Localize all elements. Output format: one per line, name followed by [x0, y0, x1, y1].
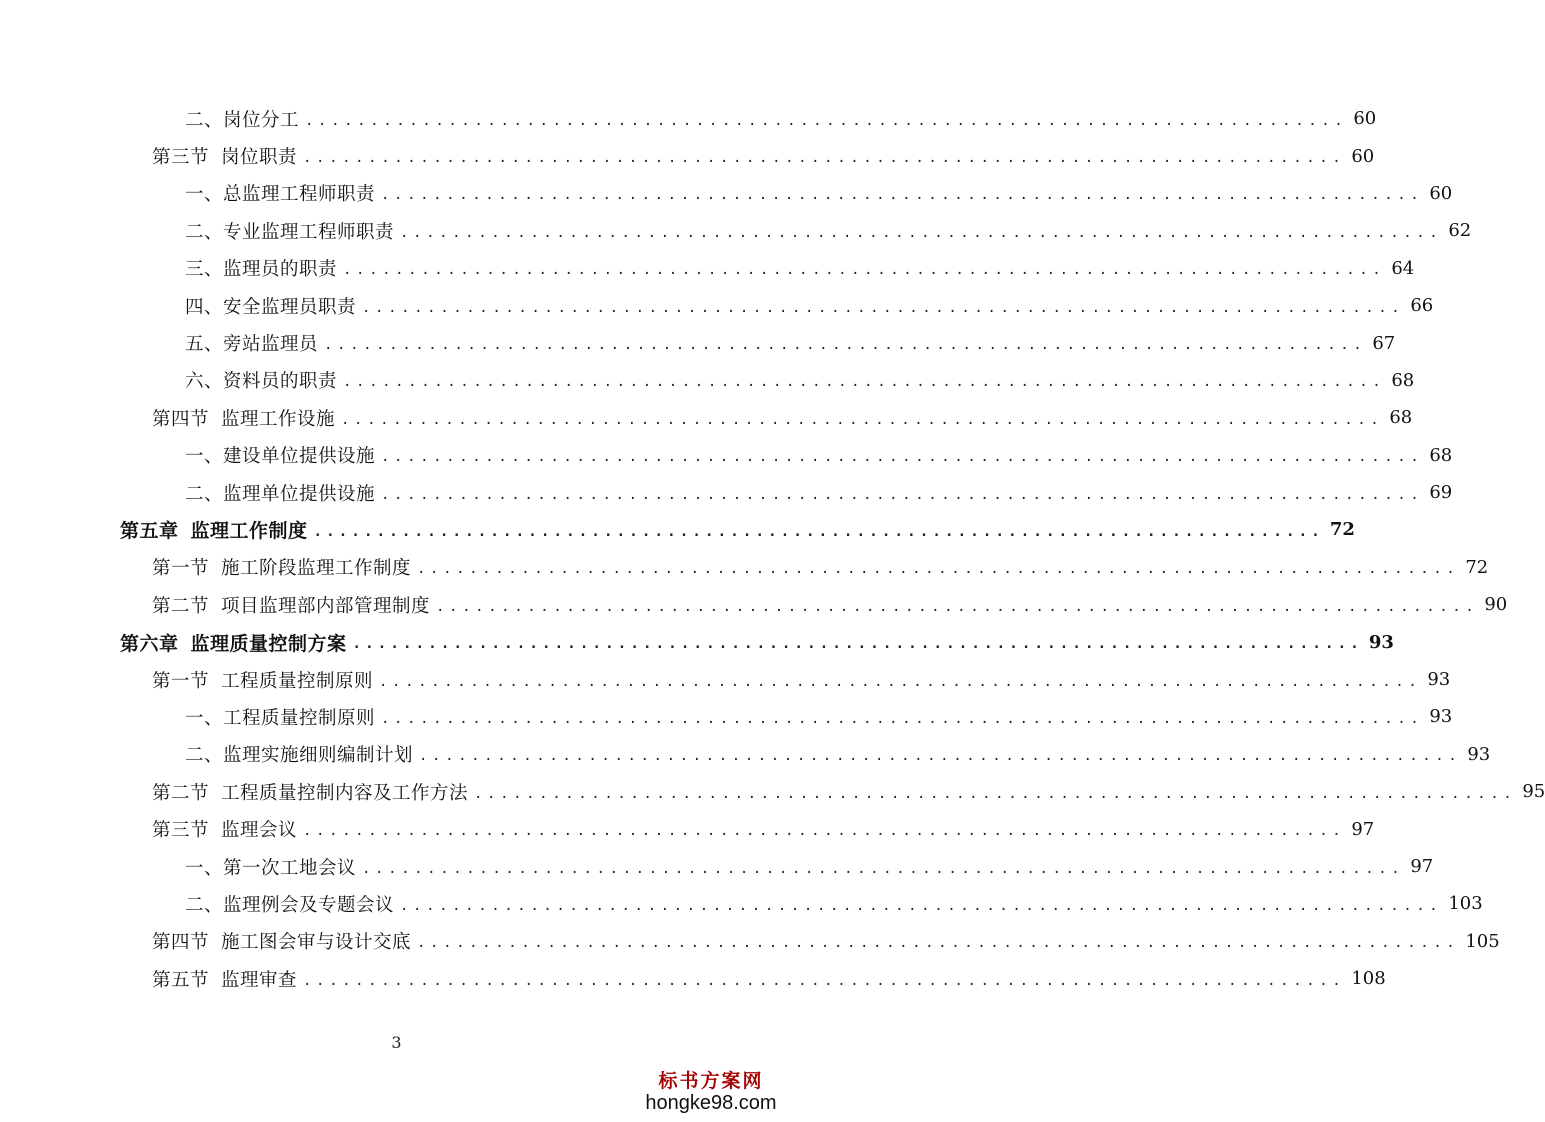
toc-entry-title: 工程质量控制原则: [221, 670, 374, 692]
toc-entry-text: [152, 143, 297, 169]
toc-entry-title: 第一次工地会议: [223, 857, 357, 879]
toc-dot-leader: ................................................................................: [417, 561, 1460, 578]
toc-entry-number: 二、: [185, 221, 224, 243]
toc-entry-page: 60: [1351, 145, 1375, 167]
toc-entry-title: 总监理工程师职责: [223, 184, 376, 206]
watermark-site-url: hongke98.com: [645, 1092, 777, 1114]
toc-entry-text: [185, 704, 375, 730]
toc-entry-number: 一、: [185, 446, 224, 468]
toc-dot-leader: ................................................................................: [324, 337, 1367, 354]
toc-entry-number: 六、: [185, 371, 224, 393]
toc-entry-page: 90: [1484, 594, 1508, 616]
toc-entry-number: 第一节: [152, 670, 210, 692]
toc-dot-leader: ................................................................................: [352, 636, 1363, 653]
toc-entry-page: 60: [1353, 108, 1377, 130]
toc-entry-title: 监理工作制度: [190, 520, 308, 543]
toc-entry-title: 监理会议: [221, 820, 298, 842]
toc-entry-title: 监理工作设施: [221, 408, 336, 430]
table-of-contents: [0, 100, 1545, 997]
toc-entry-number: 三、: [185, 259, 224, 281]
toc-dot-leader: ................................................................................: [341, 411, 1384, 428]
toc-entry-number: 二、: [185, 109, 224, 131]
watermark-site-name: 标书方案网: [658, 1070, 764, 1093]
toc-entry-text: [185, 480, 375, 506]
toc-entry-page: 62: [1448, 220, 1472, 242]
toc-entry-number: 第一节: [152, 558, 210, 580]
toc-entry-page: 68: [1429, 444, 1453, 466]
toc-entry-item[interactable]: [0, 362, 1415, 399]
toc-entry-section[interactable]: [0, 137, 1375, 174]
toc-entry-text: [152, 779, 468, 805]
toc-entry-title: 监理实施细则编制计划: [223, 745, 414, 767]
toc-entry-page: 93: [1429, 706, 1453, 728]
toc-dot-leader: ................................................................................: [343, 262, 1386, 279]
toc-entry-chapter[interactable]: [0, 623, 1394, 660]
toc-dot-leader: ................................................................................: [343, 374, 1386, 391]
toc-entry-chapter[interactable]: [0, 511, 1355, 548]
toc-entry-page: 66: [1410, 295, 1434, 317]
toc-dot-leader: ................................................................................: [303, 972, 1346, 989]
toc-entry-page: 67: [1372, 332, 1396, 354]
toc-entry-text: [185, 218, 394, 244]
toc-entry-text: [152, 667, 373, 693]
toc-entry-text: [185, 106, 299, 132]
toc-entry-item[interactable]: [0, 212, 1472, 249]
toc-entry-title: 岗位分工: [223, 109, 300, 131]
toc-entry-number: 第三节: [152, 147, 210, 169]
toc-entry-number: 二、: [185, 483, 224, 505]
toc-dot-leader: ................................................................................: [381, 449, 1424, 466]
toc-entry-item[interactable]: [0, 175, 1453, 212]
toc-entry-item[interactable]: [0, 885, 1483, 922]
toc-entry-page: 72: [1329, 519, 1355, 541]
toc-entry-title: 监理审查: [221, 969, 298, 991]
toc-entry-section[interactable]: [0, 549, 1489, 586]
toc-entry-text: [152, 554, 411, 580]
toc-dot-leader: ................................................................................: [381, 710, 1424, 727]
toc-dot-leader: ................................................................................: [379, 673, 1422, 690]
toc-entry-number: 第三节: [152, 820, 210, 842]
toc-entry-text: [185, 293, 356, 319]
toc-entry-number: 第四节: [152, 932, 210, 954]
toc-entry-title: 工程质量控制原则: [223, 707, 376, 729]
toc-entry-title: 建设单位提供设施: [223, 446, 376, 468]
toc-entry-text: [185, 255, 337, 281]
toc-entry-page: 108: [1351, 968, 1386, 990]
toc-entry-item[interactable]: [0, 100, 1377, 137]
toc-entry-text: [185, 442, 375, 468]
toc-entry-text: [152, 816, 297, 842]
toc-dot-leader: ................................................................................: [305, 112, 1348, 129]
toc-entry-number: 一、: [185, 707, 224, 729]
toc-dot-leader: ................................................................................: [303, 150, 1346, 167]
toc-entry-item[interactable]: [0, 287, 1434, 324]
toc-entry-text: [152, 966, 297, 992]
toc-entry-title: 施工图会审与设计交底: [221, 932, 412, 954]
toc-entry-number: 第五节: [152, 969, 210, 991]
toc-entry-title: 专业监理工程师职责: [223, 221, 395, 243]
toc-entry-text: [185, 741, 413, 767]
toc-entry-page: 64: [1391, 257, 1415, 279]
toc-entry-section[interactable]: [0, 586, 1508, 623]
toc-dot-leader: ................................................................................: [362, 299, 1405, 316]
toc-entry-text: [185, 891, 394, 917]
toc-dot-leader: ................................................................................: [419, 748, 1462, 765]
toc-entry-text: [185, 367, 337, 393]
toc-entry-title: 监理质量控制方案: [190, 632, 347, 655]
toc-entry-page: 60: [1429, 182, 1453, 204]
toc-entry-text: [152, 592, 430, 618]
toc-entry-text: [120, 516, 308, 543]
toc-entry-text: [120, 629, 347, 656]
toc-entry-item[interactable]: [0, 250, 1415, 287]
toc-entry-title: 岗位职责: [221, 147, 298, 169]
toc-entry-section[interactable]: [0, 923, 1500, 960]
toc-entry-number: 第五章: [120, 520, 179, 543]
toc-entry-title: 安全监理员职责: [223, 296, 357, 318]
toc-entry-title: 监理员的职责: [223, 259, 338, 281]
toc-entry-page: 95: [1522, 781, 1545, 803]
toc-entry-number: 五、: [185, 334, 224, 356]
toc-entry-number: 二、: [185, 745, 224, 767]
toc-entry-title: 监理单位提供设施: [223, 483, 376, 505]
toc-entry-item[interactable]: [0, 736, 1491, 773]
toc-entry-title: 施工阶段监理工作制度: [221, 558, 412, 580]
toc-entry-number: 一、: [185, 184, 224, 206]
toc-entry-section[interactable]: [0, 810, 1375, 847]
page-number: 3: [391, 1033, 402, 1052]
toc-entry-page: 68: [1391, 369, 1415, 391]
toc-entry-item[interactable]: [0, 848, 1434, 885]
toc-dot-leader: ................................................................................: [400, 897, 1443, 914]
toc-entry-text: [185, 330, 318, 356]
toc-entry-page: 68: [1389, 407, 1413, 429]
toc-entry-page: 69: [1429, 482, 1453, 504]
toc-entry-page: 93: [1368, 631, 1394, 653]
toc-entry-item[interactable]: [0, 698, 1453, 735]
toc-entry-section[interactable]: [0, 960, 1386, 997]
toc-entry-number: 四、: [185, 296, 224, 318]
toc-dot-leader: ................................................................................: [400, 224, 1443, 241]
toc-entry-number: 第四节: [152, 408, 210, 430]
toc-dot-leader: ................................................................................: [362, 860, 1405, 877]
toc-entry-page: 72: [1465, 556, 1489, 578]
toc-entry-title: 工程质量控制内容及工作方法: [221, 782, 469, 804]
toc-dot-leader: ................................................................................: [381, 486, 1424, 503]
toc-entry-item[interactable]: [0, 474, 1453, 511]
toc-entry-item[interactable]: [0, 437, 1453, 474]
toc-entry-page: 97: [1351, 818, 1375, 840]
toc-entry-page: 93: [1427, 669, 1451, 691]
toc-entry-number: 一、: [185, 857, 224, 879]
toc-entry-text: [152, 405, 335, 431]
toc-entry-title: 监理例会及专题会议: [223, 894, 395, 916]
toc-dot-leader: ................................................................................: [417, 935, 1460, 952]
toc-dot-leader: ................................................................................: [474, 785, 1517, 802]
toc-entry-text: [185, 180, 375, 206]
toc-entry-text: [152, 928, 411, 954]
toc-entry-number: 第二节: [152, 595, 210, 617]
toc-entry-section[interactable]: [0, 661, 1451, 698]
toc-dot-leader: ................................................................................: [303, 823, 1346, 840]
toc-entry-text: [185, 854, 356, 880]
toc-entry-page: 93: [1467, 743, 1491, 765]
toc-entry-title: 资料员的职责: [223, 371, 338, 393]
toc-entry-section[interactable]: [0, 399, 1413, 436]
toc-entry-page: 97: [1410, 856, 1434, 877]
toc-entry-number: 二、: [185, 894, 224, 916]
toc-dot-leader: ................................................................................: [381, 187, 1424, 204]
toc-entry-number: 第六章: [120, 632, 179, 655]
toc-entry-title: 项目监理部内部管理制度: [221, 595, 431, 617]
toc-entry-number: 第二节: [152, 782, 210, 804]
toc-entry-page: 103: [1448, 893, 1483, 915]
toc-entry-page: 105: [1465, 930, 1500, 952]
toc-entry-section[interactable]: [0, 773, 1545, 810]
watermark-logo: [641, 1071, 781, 1114]
toc-entry-item[interactable]: [0, 324, 1396, 361]
toc-dot-leader: ................................................................................: [313, 523, 1324, 540]
toc-dot-leader: ................................................................................: [436, 598, 1479, 615]
toc-entry-title: 旁站监理员: [223, 334, 319, 356]
